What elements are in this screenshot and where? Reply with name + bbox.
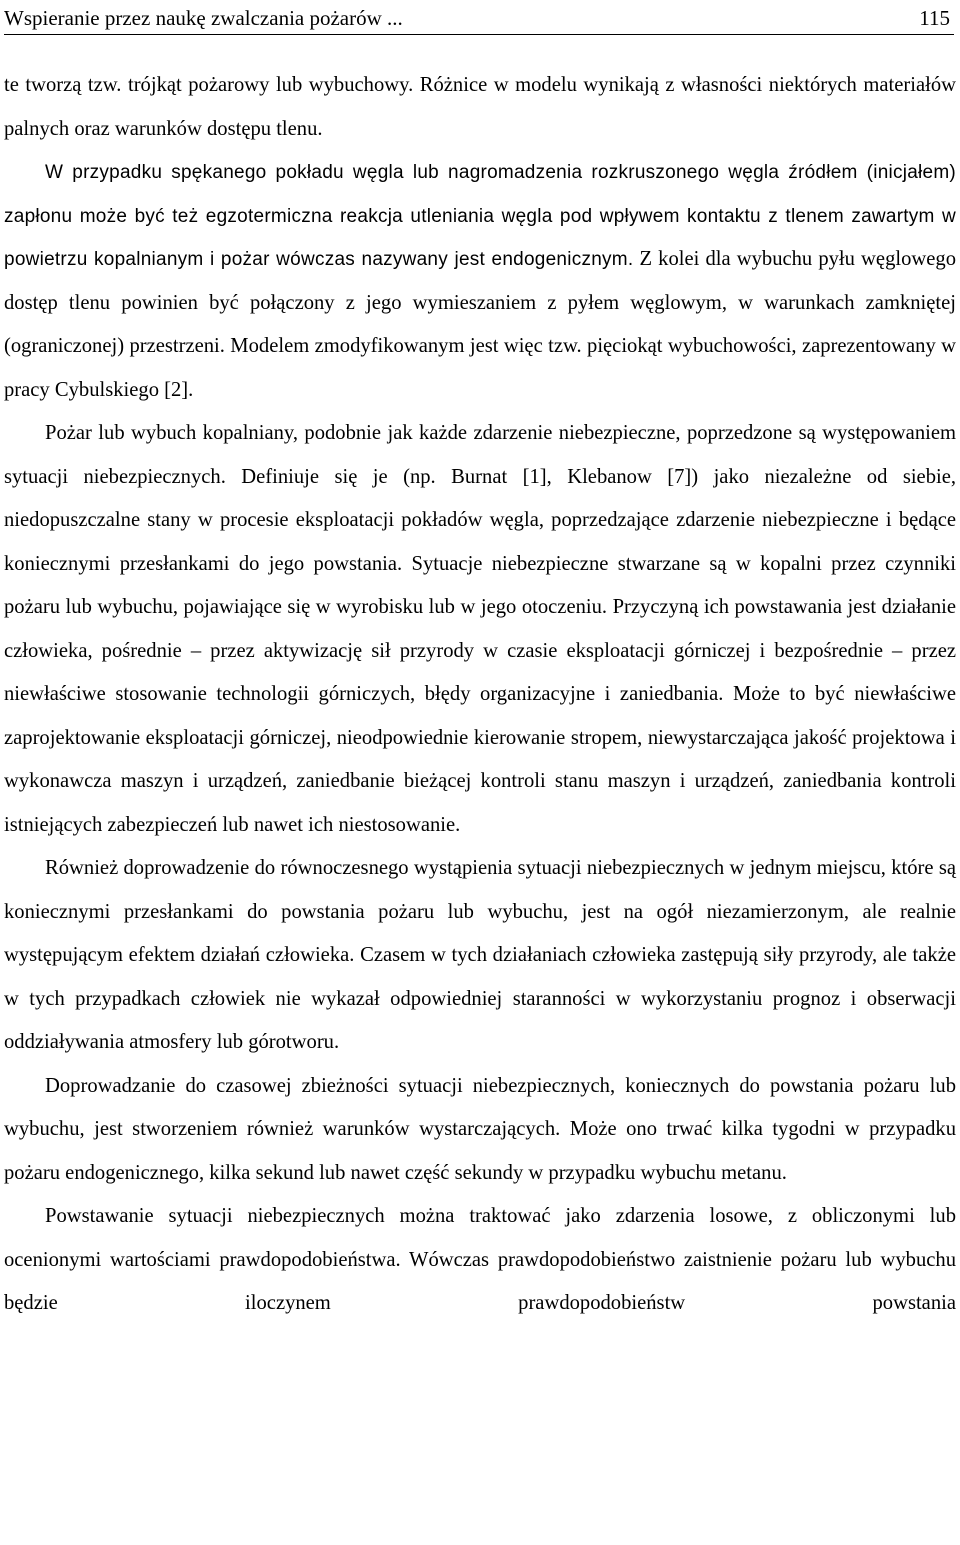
paragraph-continuation — [4, 64, 956, 151]
running-title: Wspieranie przez naukę zwalczania pożarów ... — [4, 6, 403, 30]
paragraph-human-factor — [4, 847, 956, 1065]
page-number: 115 — [919, 6, 950, 30]
paragraph-endogenic-fire — [4, 151, 956, 412]
paragraph-random-events — [4, 1195, 956, 1326]
paragraph-text: Powstawanie sytuacji niebezpiecznych można traktować jako zdarzenia losowe, z obliczonymi lub ocenionymi wartościami prawdopodobieństwa. Wówczas prawdopodobieństwo zaistnienie pożaru lub wybuchu będzie iloczynem prawdopodobieństw powstania — [4, 1205, 956, 1314]
paragraph-time-coincidence — [4, 1065, 956, 1196]
body-text — [4, 64, 956, 1326]
running-header — [4, 2, 954, 35]
paragraph-text: Pożar lub wybuch kopalniany, podobnie jak każde zdarzenie niebezpieczne, poprzedzone są występowaniem sytuacji niebezpiecznych. Definiuje się je (np. Burnat [1], Klebanow [7]) jako niezależne od siebie, niedopuszczalne stany w procesie eksploatacji pokładów węgla, poprzedzające zdarzenie niebezpieczne i będące koniecznymi przesłankami do jego powstania. Sytuacje niebezpieczne stwarzane są w kopalni przez czynniki pożaru lub wybuchu, pojawiające się w wyrobisku lub w jego otoczeniu. Przyczyną ich powstawania jest działanie człowieka, pośrednie – przez aktywizację sił przyrody w czasie eksploatacji górniczej i bezpośrednie – przez niewłaściwe stosowanie technologii górniczych, błędy organizacyjne i zaniedbania. Może to być niewłaściwe zaprojektowanie eksploatacji górniczej, nieodpowiednie kierowanie stropem, niewystarczająca jakość projektowa i wykonawcza maszyn i urządzeń, zaniedbanie bieżącej kontroli stanu maszyn i urządzeń, zaniedbania kontroli istniejących zabezpieczeń lub nawet ich niestosowanie. — [4, 422, 956, 836]
paragraph-text: Również doprowadzenie do równoczesnego wystąpienia sytuacji niebezpiecznych w jednym miejscu, które są koniecznymi przesłankami do powstania pożaru lub wybuchu, jest na ogół niezamierzonym, ale realnie występującym efektem działań człowieka. Czasem w tych działaniach człowieka zastępują siły przyrody, ale także w tych przypadkach człowiek nie wykazał odpowiedniej staranności w wykorzystaniu prognoz i obserwacji oddziaływania atmosfery lub górotworu. — [4, 857, 956, 1053]
paragraph-text: Doprowadzanie do czasowej zbieżności sytuacji niebezpiecznych, koniecznych do powstania pożaru lub wybuchu, jest stworzeniem również warunków wystarczających. Może ono trwać kilka tygodni w przypadku pożaru endogenicznego, kilka sekund lub nawet część sekundy w przypadku wybuchu metanu. — [4, 1074, 956, 1184]
paragraph-text-serif: Z kolei dla wybuchu pyłu węglowego dostęp tlenu powinien być połączony z jego wymieszaniem z pyłem węglowym, w warunkach zamkniętej (ograniczonej) przestrzeni. Modelem zmodyfikowanym jest więc tzw. pięciokąt wybuchowości, zaprezentowany w pracy Cybulskiego [2]. — [4, 248, 956, 401]
paragraph-text: te tworzą tzw. trójkąt pożarowy lub wybuchowy. Różnice w modelu wynikają z własności niektórych materiałów palnych oraz warunków dostępu tlenu. — [4, 74, 956, 140]
paragraph-text-sans: W przypadku spękanego pokładu węgla lub nagromadzenia rozkruszonego węgla źródłem (inicjałem) zapłonu może być też egzotermiczna reakcja utleniania węgla pod wpływem kontaktu z tlenem zawartym w powietrzu kopalnianym i pożar wówczas nazywany jest endogenicznym. — [4, 162, 956, 270]
paragraph-dangerous-situations — [4, 412, 956, 847]
